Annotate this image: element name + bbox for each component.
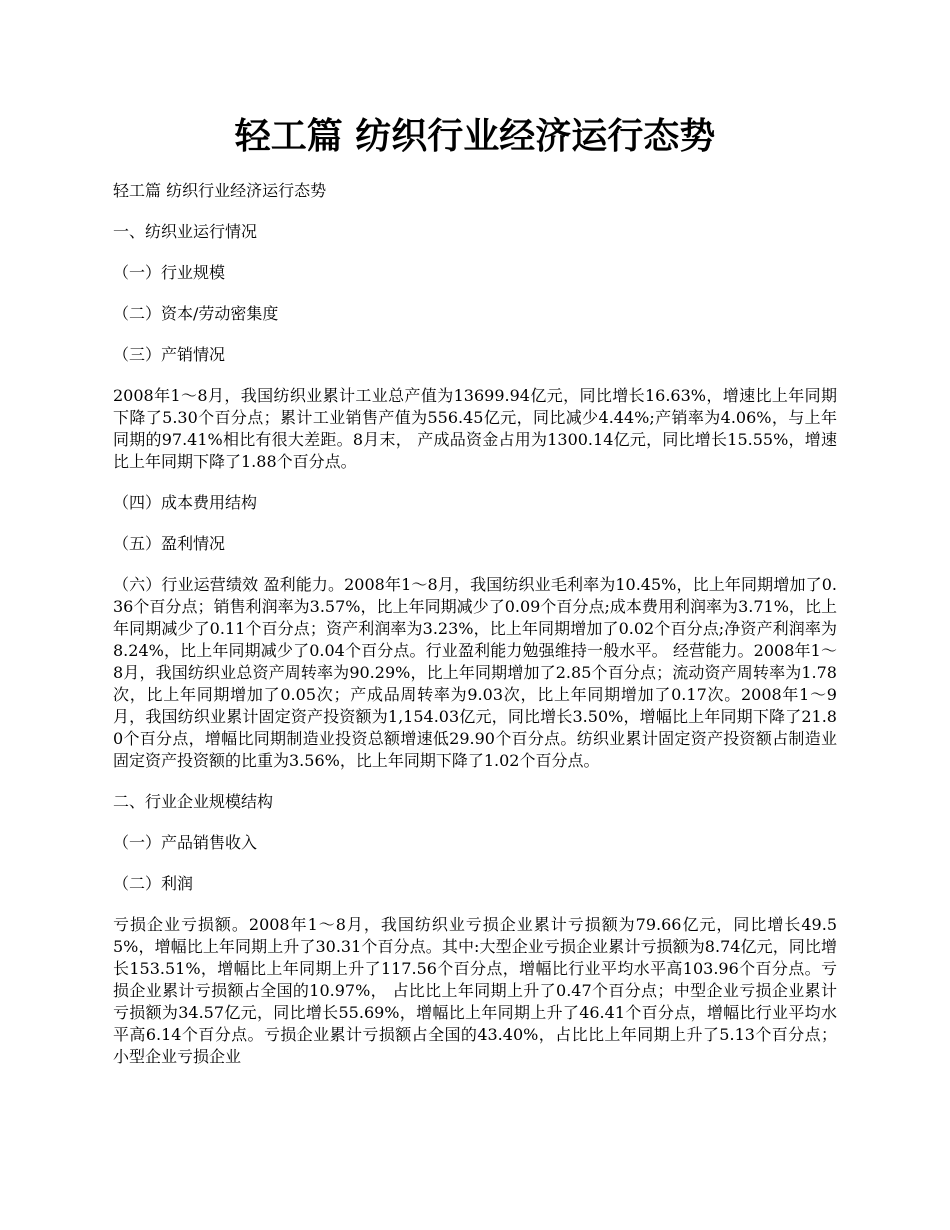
- paragraph-subtitle: 轻工篇 纺织行业经济运行态势: [113, 181, 327, 200]
- paragraph-losses: 亏损企业亏损额。2008年1～8月，我国纺织业亏损企业累计亏损额为79.66亿元，同比增长49.55%，增幅比上年同期上升了30.31个百分点。其中:大型企业亏损企业累计亏损额为8.74亿元，同比增长153.51%，增幅比上年同期上升了117.56个百分点，增幅比行业平均水平高103.96个百分点。亏损企业累计亏损额占全国的10.97%， 占比比上年同期上升了0.47个百分点；中型企业亏损企业累计亏损额为34.57亿元，同比增长55.69%，增幅比上年同期上升了46.41个百分点，增幅比行业平均水平高6.14个百分点。亏损企业累计亏损额占全国的43.40%，占比比上年同期上升了5.13个百分点；小型企业亏损企业: [113, 915, 837, 1066]
- subsection-heading-cost-structure: （四）成本费用结构: [113, 493, 258, 512]
- section-heading-1: 一、纺织业运行情况: [113, 222, 258, 241]
- subsection-heading-profit: （五）盈利情况: [113, 534, 226, 553]
- subsection-heading-profit-2: （二）利润: [113, 874, 194, 893]
- subsection-heading-production-sales: （三）产销情况: [113, 345, 226, 364]
- subsection-heading-industry-scale: （一）行业规模: [113, 263, 226, 282]
- section-heading-2: 二、行业企业规模结构: [113, 792, 274, 811]
- subsection-heading-capital-labor: （二）资本/劳动密集度: [113, 304, 279, 323]
- paragraph-performance: （六）行业运营绩效 盈利能力。2008年1～8月，我国纺织业毛利率为10.45%，比上年同期增加了0.36个百分点；销售利润率为3.57%，比上年同期减少了0.09个百分点;成本费用利润率为3.71%，比上年同期减少了0.11个百分点；资产利润率为3.23%，比上年同期增加了0.02个百分点;净资产利润率为8.24%，比上年同期减少了0.04个百分点。行业盈利能力勉强维持一般水平。 经营能力。2008年1～8月，我国纺织业总资产周转率为90.29%，比上年同期增加了2.85个百分点；流动资产周转率为1.78次，比上年同期增加了0.05次；产成品周转率为9.03次，比上年同期增加了0.17次。2008年1～9月，我国纺织业累计固定资产投资额为1,154.03亿元，同比增长3.50%，增幅比上年同期下降了21.80个百分点，增幅比同期制造业投资总额增速低29.90个百分点。纺织业累计固定资产投资额占制造业固定资产投资额的比重为3.56%，比上年同期下降了1.02个百分点。: [113, 575, 837, 770]
- document-body: [113, 180, 837, 1087]
- document-title: 轻工篇 纺织行业经济运行态势: [234, 115, 716, 157]
- subsection-heading-sales-revenue: （一）产品销售收入: [113, 833, 258, 852]
- paragraph-production-sales: 2008年1～8月，我国纺织业累计工业总产值为13699.94亿元，同比增长16.63%，增速比上年同期下降了5.30个百分点；累计工业销售产值为556.45亿元，同比减少4.44%;产销率为4.06%，与上年同期的97.41%相比有很大差距。8月末， 产成品资金占用为1300.14亿元，同比增长15.55%，增速比上年同期下降了1.88个百分点。: [113, 386, 837, 471]
